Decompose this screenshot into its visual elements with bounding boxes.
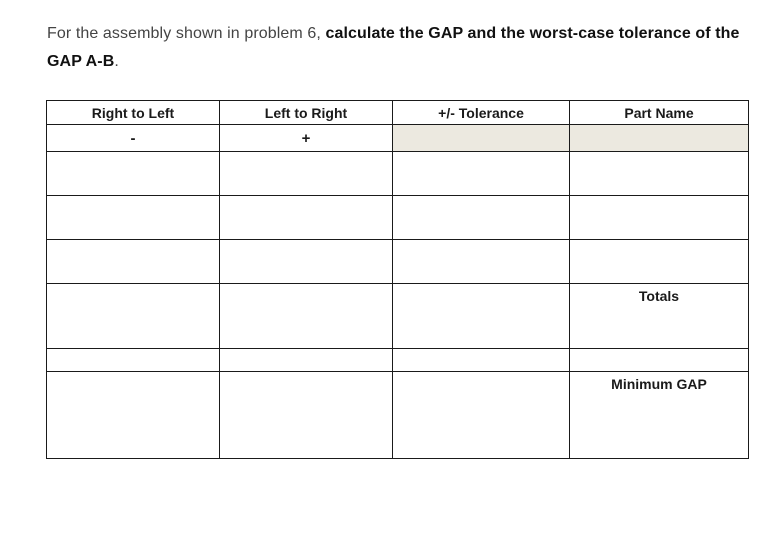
table-row (47, 152, 749, 196)
totals-row (47, 284, 749, 349)
shaded-cell (393, 125, 570, 152)
entry-cell[interactable] (220, 240, 393, 284)
entry-cell[interactable] (47, 196, 220, 240)
problem-period: . (114, 53, 119, 70)
entry-cell[interactable] (47, 240, 220, 284)
entry-cell[interactable] (393, 152, 570, 196)
totals-label: Totals (638, 288, 680, 304)
spacer-cell (47, 349, 220, 372)
totals-label-cell (570, 284, 749, 349)
spacer-cell (220, 349, 393, 372)
total-left-to-right-cell[interactable] (220, 284, 393, 349)
tolerance-stackup-table (46, 100, 749, 459)
spacer-cell (393, 349, 570, 372)
minimum-gap-label: Minimum GAP (611, 376, 707, 392)
minimum-gap-row (47, 372, 749, 459)
gap-entry-cell[interactable] (220, 372, 393, 459)
total-tolerance-cell[interactable] (393, 284, 570, 349)
spacer-row (47, 349, 749, 372)
header-part-name: Part Name (570, 101, 749, 125)
table-row (47, 196, 749, 240)
entry-cell[interactable] (220, 152, 393, 196)
entry-cell[interactable] (220, 196, 393, 240)
gap-entry-cell[interactable] (393, 372, 570, 459)
total-right-to-left-cell[interactable] (47, 284, 220, 349)
header-tolerance: +/- Tolerance (393, 101, 570, 125)
table-row (47, 240, 749, 284)
minus-sign-cell: - (47, 125, 220, 152)
entry-cell[interactable] (570, 196, 749, 240)
problem-task-text: calculate the GAP and the worst-case tolerance of the GAP A-B (47, 25, 740, 70)
entry-cell[interactable] (47, 152, 220, 196)
entry-cell[interactable] (393, 240, 570, 284)
header-row (47, 101, 749, 125)
problem-statement (47, 20, 762, 76)
plus-sign-cell: + (220, 125, 393, 152)
entry-cell[interactable] (570, 240, 749, 284)
entry-cell[interactable] (393, 196, 570, 240)
gap-entry-cell[interactable] (47, 372, 220, 459)
entry-cell[interactable] (570, 152, 749, 196)
minimum-gap-label-cell (570, 372, 749, 459)
problem-intro-text: For the assembly shown in problem 6, (47, 25, 326, 42)
sign-row (47, 125, 749, 152)
header-left-to-right: Left to Right (220, 101, 393, 125)
shaded-cell (570, 125, 749, 152)
spacer-cell (570, 349, 749, 372)
header-right-to-left: Right to Left (47, 101, 220, 125)
